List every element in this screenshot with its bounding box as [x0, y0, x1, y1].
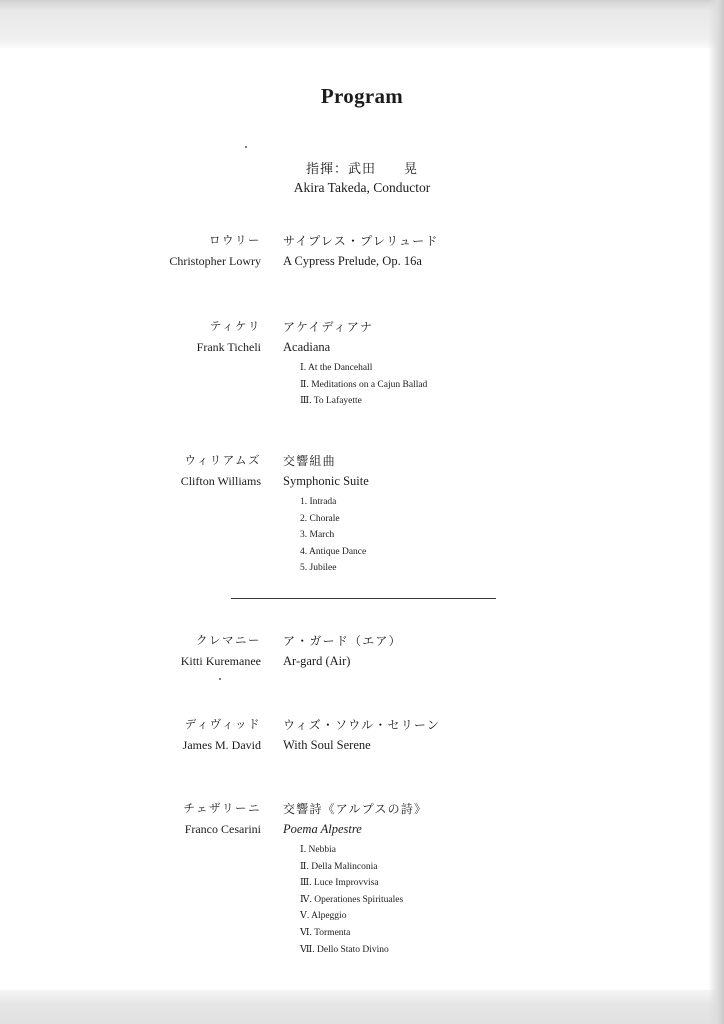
composer-block [181, 452, 261, 490]
work-title-japanese: 交響詩《アルプスの詩》 [283, 802, 428, 816]
work-title-english: Symphonic Suite [283, 474, 369, 488]
movement-item: Ⅲ. Luce Improvvisa [300, 878, 379, 889]
work-title-japanese: 交響組曲 [283, 454, 336, 468]
movement-list [300, 842, 427, 958]
movement-list [300, 360, 427, 410]
work-title-japanese: アケイディアナ [283, 320, 374, 334]
work-title-english: Acadiana [283, 340, 331, 354]
composer-block [181, 632, 261, 670]
scan-shadow-right [708, 0, 724, 1024]
work-block [283, 632, 402, 670]
composer-block [183, 716, 261, 754]
work-title-english: A Cypress Prelude, Op. 16a [283, 254, 422, 268]
movement-item: 3. March [300, 530, 335, 541]
composer-block [169, 232, 261, 270]
composer-name-japanese: チェザリーニ [183, 803, 261, 815]
work-title-english: With Soul Serene [283, 738, 371, 752]
composer-block [197, 318, 261, 356]
movement-item: Ⅰ. Nebbia [300, 845, 336, 855]
dust-speck [245, 146, 247, 148]
work-title-english: Poema Alpestre [283, 822, 362, 836]
composer-name-japanese: ウィリアムズ [184, 455, 261, 467]
movement-item: Ⅵ. Tormenta [300, 927, 351, 938]
movement-item: 1. Intrada [300, 497, 337, 507]
work-title-japanese: ア・ガード（エア） [283, 634, 402, 648]
movement-item: Ⅰ. At the Dancehall [300, 363, 373, 373]
conductor-english: Akira Takeda, Conductor [293, 180, 431, 195]
movement-item: Ⅱ. Della Malinconia [300, 861, 378, 872]
dust-speck [219, 678, 221, 680]
composer-name-english: Franco Cesarini [184, 822, 261, 836]
composer-name-english: Clifton Williams [180, 474, 261, 488]
work-title-japanese: サイプレス・プレリュード [283, 234, 439, 248]
work-block [283, 716, 440, 754]
movement-item: Ⅲ. To Lafayette [300, 396, 362, 407]
movement-item: Ⅱ. Meditations on a Cajun Ballad [300, 379, 428, 390]
composer-name-japanese: クレマニー [196, 635, 261, 647]
composer-name-japanese: ディヴィッド [184, 719, 261, 731]
work-block [283, 452, 369, 577]
conductor-japanese: 指揮：武田 晃 [305, 161, 418, 176]
movement-item: 2. Chorale [300, 513, 340, 524]
work-block [283, 800, 427, 958]
composer-block [183, 800, 261, 838]
work-title-english: Ar-gard (Air) [283, 654, 351, 668]
scan-shadow-bottom [0, 990, 724, 1024]
composer-name-english: Kitti Kuremanee [180, 654, 261, 668]
intermission-divider [231, 598, 496, 599]
movement-item: Ⅴ. Alpeggio [300, 911, 347, 922]
movement-item: 5. Jubilee [300, 563, 337, 574]
conductor-block [0, 158, 724, 196]
composer-name-english: Frank Ticheli [196, 340, 261, 354]
movement-list [300, 494, 369, 577]
movement-item: 4. Antique Dance [300, 546, 367, 557]
work-title-japanese: ウィズ・ソウル・セリーン [283, 718, 441, 732]
movement-item: Ⅳ. Operationes Spirituales [300, 894, 404, 905]
page-title: Program [320, 84, 404, 108]
work-block [283, 318, 427, 410]
scan-shadow-top [0, 0, 724, 48]
composer-name-english: James M. David [182, 738, 261, 752]
movement-item: Ⅶ. Dello Stato Divino [300, 944, 389, 955]
composer-name-japanese: ティケリ [209, 321, 261, 333]
composer-name-japanese: ロウリー [209, 235, 261, 247]
composer-name-english: Christopher Lowry [169, 254, 261, 268]
work-block [283, 232, 439, 270]
